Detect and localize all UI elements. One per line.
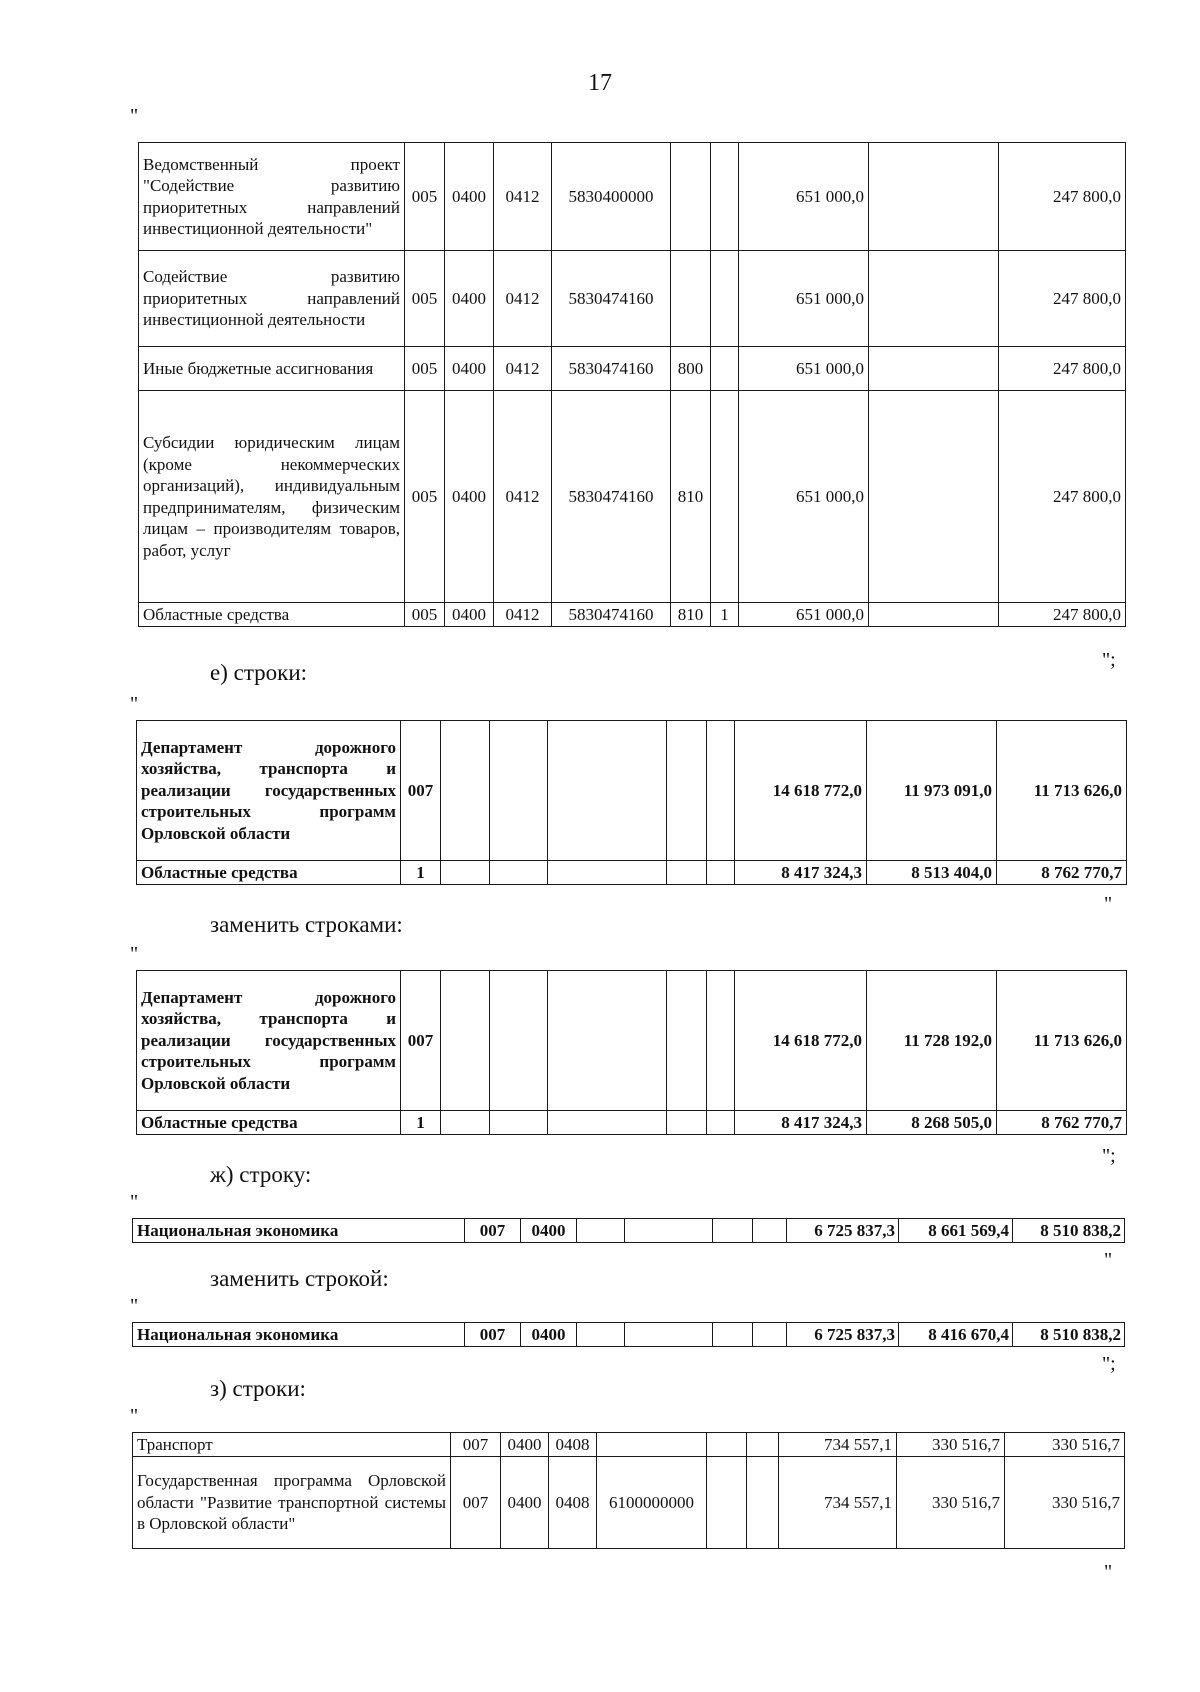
cell-value-2	[869, 143, 999, 251]
cell-value-2	[869, 391, 999, 603]
open-quote: "	[130, 105, 139, 127]
cell-code: 007	[451, 1457, 501, 1549]
cell-subsection: 0412	[494, 251, 552, 347]
cell-value-1: 14 618 772,0	[735, 971, 867, 1111]
cell-value-3: 8 762 770,7	[997, 861, 1127, 885]
cell-target: 5830474160	[552, 347, 671, 391]
table-3	[136, 970, 1127, 1135]
cell-empty	[441, 721, 490, 861]
close-quote: "	[1104, 1249, 1113, 1271]
cell-value-1: 14 618 772,0	[735, 721, 867, 861]
section-heading-z: з) строки:	[210, 1376, 306, 1401]
cell-empty	[441, 971, 490, 1111]
open-quote: "	[130, 1191, 139, 1213]
cell-subsection: 0412	[494, 391, 552, 603]
row-name: Ведомственный проект "Содействие развитию приоритетных направлений инвестиционной деятельности"	[139, 143, 405, 251]
cell-empty	[625, 1219, 713, 1243]
close-quote: ";	[1102, 1353, 1116, 1375]
cell-empty	[713, 1323, 753, 1347]
cell-empty	[707, 1111, 735, 1135]
table-row	[139, 251, 1126, 347]
cell-empty	[490, 971, 548, 1111]
table-row	[137, 721, 1127, 861]
cell-empty	[713, 1219, 753, 1243]
cell-section: 0400	[501, 1433, 549, 1457]
cell-source: 1	[711, 603, 739, 627]
table-row	[137, 971, 1127, 1111]
close-quote: ";	[1102, 1145, 1116, 1167]
cell-section: 0400	[445, 251, 494, 347]
cell-value-1: 651 000,0	[739, 251, 869, 347]
cell-value-1: 651 000,0	[739, 391, 869, 603]
cell-section: 0400	[521, 1323, 577, 1347]
cell-target: 5830474160	[552, 603, 671, 627]
cell-target: 6100000000	[597, 1457, 707, 1549]
cell-type	[671, 143, 711, 251]
table-6	[132, 1432, 1125, 1549]
cell-section: 0400	[521, 1219, 577, 1243]
cell-value-3: 8 510 838,2	[1013, 1219, 1125, 1243]
cell-value-2	[869, 251, 999, 347]
cell-empty	[441, 1111, 490, 1135]
cell-value-1: 6 725 837,3	[787, 1323, 899, 1347]
cell-value-1: 8 417 324,3	[735, 1111, 867, 1135]
cell-empty	[747, 1433, 779, 1457]
table-row	[133, 1219, 1125, 1243]
cell-code: 007	[465, 1219, 521, 1243]
cell-type: 810	[671, 603, 711, 627]
cell-empty	[548, 971, 667, 1111]
cell-section: 0400	[445, 347, 494, 391]
cell-value-2	[869, 603, 999, 627]
cell-empty	[548, 861, 667, 885]
cell-subsection: 0412	[494, 347, 552, 391]
cell-target: 5830474160	[552, 251, 671, 347]
row-name: Департамент дорожного хозяйства, транспорта и реализации государственных строительных программ Орловской области	[137, 721, 401, 861]
cell-value-2: 330 516,7	[897, 1457, 1005, 1549]
row-name: Национальная экономика	[133, 1323, 465, 1347]
cell-value-1: 651 000,0	[739, 143, 869, 251]
cell-target	[597, 1433, 707, 1457]
cell-code: 1	[401, 861, 441, 885]
table-row	[133, 1433, 1125, 1457]
cell-value-2: 11 728 192,0	[867, 971, 997, 1111]
cell-empty	[577, 1323, 625, 1347]
cell-empty	[490, 861, 548, 885]
row-name: Транспорт	[133, 1433, 451, 1457]
cell-value-3: 330 516,7	[1005, 1433, 1125, 1457]
cell-empty	[667, 971, 707, 1111]
cell-value-2: 330 516,7	[897, 1433, 1005, 1457]
cell-section: 0400	[501, 1457, 549, 1549]
row-name: Областные средства	[137, 861, 401, 885]
cell-empty	[707, 861, 735, 885]
cell-value-3: 11 713 626,0	[997, 721, 1127, 861]
cell-empty	[667, 721, 707, 861]
cell-source	[711, 143, 739, 251]
open-quote: "	[130, 943, 139, 965]
row-name: Содействие развитию приоритетных направлений инвестиционной деятельности	[139, 251, 405, 347]
cell-value-3: 330 516,7	[1005, 1457, 1125, 1549]
cell-empty	[490, 721, 548, 861]
cell-empty	[625, 1323, 713, 1347]
cell-value-2	[869, 347, 999, 391]
cell-type	[671, 251, 711, 347]
cell-value-1: 734 557,1	[779, 1433, 897, 1457]
close-quote: "	[1104, 893, 1113, 915]
cell-empty	[577, 1219, 625, 1243]
cell-target: 5830474160	[552, 391, 671, 603]
cell-empty	[667, 1111, 707, 1135]
cell-empty	[548, 1111, 667, 1135]
row-name: Областные средства	[139, 603, 405, 627]
cell-value-1: 734 557,1	[779, 1457, 897, 1549]
cell-code: 005	[405, 143, 445, 251]
cell-value-3: 8 510 838,2	[1013, 1323, 1125, 1347]
cell-value-1: 651 000,0	[739, 347, 869, 391]
cell-code: 005	[405, 347, 445, 391]
section-heading-replace-rows: заменить строками:	[210, 912, 403, 937]
cell-subsection: 0412	[494, 143, 552, 251]
table-4	[132, 1218, 1125, 1243]
table-row	[139, 391, 1126, 603]
row-name: Департамент дорожного хозяйства, транспорта и реализации государственных строительных программ Орловской области	[137, 971, 401, 1111]
table-row	[139, 143, 1126, 251]
cell-section: 0400	[445, 143, 494, 251]
cell-value-3: 247 800,0	[999, 603, 1126, 627]
cell-value-3: 247 800,0	[999, 143, 1126, 251]
cell-empty	[753, 1323, 787, 1347]
cell-source	[711, 251, 739, 347]
section-heading-zh: ж) строку:	[210, 1162, 312, 1187]
cell-empty	[548, 721, 667, 861]
section-heading-replace-row: заменить строкой:	[210, 1266, 389, 1291]
row-name: Государственная программа Орловской области "Развитие транспортной системы в Орловской области"	[133, 1457, 451, 1549]
cell-code: 005	[405, 603, 445, 627]
cell-value-1: 6 725 837,3	[787, 1219, 899, 1243]
cell-value-2: 8 268 505,0	[867, 1111, 997, 1135]
cell-subsection: 0412	[494, 603, 552, 627]
cell-value-1: 8 417 324,3	[735, 861, 867, 885]
cell-value-1: 651 000,0	[739, 603, 869, 627]
row-name: Областные средства	[137, 1111, 401, 1135]
cell-empty	[707, 1433, 747, 1457]
table-1	[138, 142, 1126, 627]
open-quote: "	[130, 1295, 139, 1317]
cell-value-2: 8 661 569,4	[899, 1219, 1013, 1243]
cell-code: 005	[405, 391, 445, 603]
cell-type: 800	[671, 347, 711, 391]
open-quote: "	[130, 1405, 139, 1427]
cell-subsection: 0408	[549, 1457, 597, 1549]
close-quote: "	[1104, 1561, 1113, 1583]
row-name: Иные бюджетные ассигнования	[139, 347, 405, 391]
page-number: 17	[588, 70, 612, 96]
cell-subsection: 0408	[549, 1433, 597, 1457]
row-name: Национальная экономика	[133, 1219, 465, 1243]
cell-code: 007	[401, 721, 441, 861]
cell-value-3: 247 800,0	[999, 347, 1126, 391]
table-row	[133, 1323, 1125, 1347]
close-quote: ";	[1102, 649, 1116, 671]
cell-code: 007	[451, 1433, 501, 1457]
cell-value-3: 247 800,0	[999, 251, 1126, 347]
cell-code: 007	[465, 1323, 521, 1347]
table-5	[132, 1322, 1125, 1347]
cell-empty	[753, 1219, 787, 1243]
row-name: Субсидии юридическим лицам (кроме некоммерческих организаций), индивидуальным предпринимателям, физическим лицам – производителям товаров, работ, услуг	[139, 391, 405, 603]
cell-section: 0400	[445, 603, 494, 627]
table-row	[137, 1111, 1127, 1135]
cell-target: 5830400000	[552, 143, 671, 251]
cell-value-2: 11 973 091,0	[867, 721, 997, 861]
cell-empty	[707, 1457, 747, 1549]
table-row	[137, 861, 1127, 885]
cell-source	[711, 391, 739, 603]
table-2	[136, 720, 1127, 885]
cell-empty	[747, 1457, 779, 1549]
table-row	[133, 1457, 1125, 1549]
cell-code: 007	[401, 971, 441, 1111]
table-row	[139, 347, 1126, 391]
open-quote: "	[130, 693, 139, 715]
cell-type: 810	[671, 391, 711, 603]
cell-section: 0400	[445, 391, 494, 603]
cell-value-3: 8 762 770,7	[997, 1111, 1127, 1135]
cell-empty	[707, 721, 735, 861]
cell-empty	[441, 861, 490, 885]
cell-empty	[707, 971, 735, 1111]
table-row	[139, 603, 1126, 627]
cell-value-2: 8 513 404,0	[867, 861, 997, 885]
cell-value-2: 8 416 670,4	[899, 1323, 1013, 1347]
cell-value-3: 247 800,0	[999, 391, 1126, 603]
cell-empty	[667, 861, 707, 885]
cell-code: 005	[405, 251, 445, 347]
cell-source	[711, 347, 739, 391]
cell-code: 1	[401, 1111, 441, 1135]
cell-empty	[490, 1111, 548, 1135]
section-heading-e: е) строки:	[210, 660, 308, 685]
cell-value-3: 11 713 626,0	[997, 971, 1127, 1111]
